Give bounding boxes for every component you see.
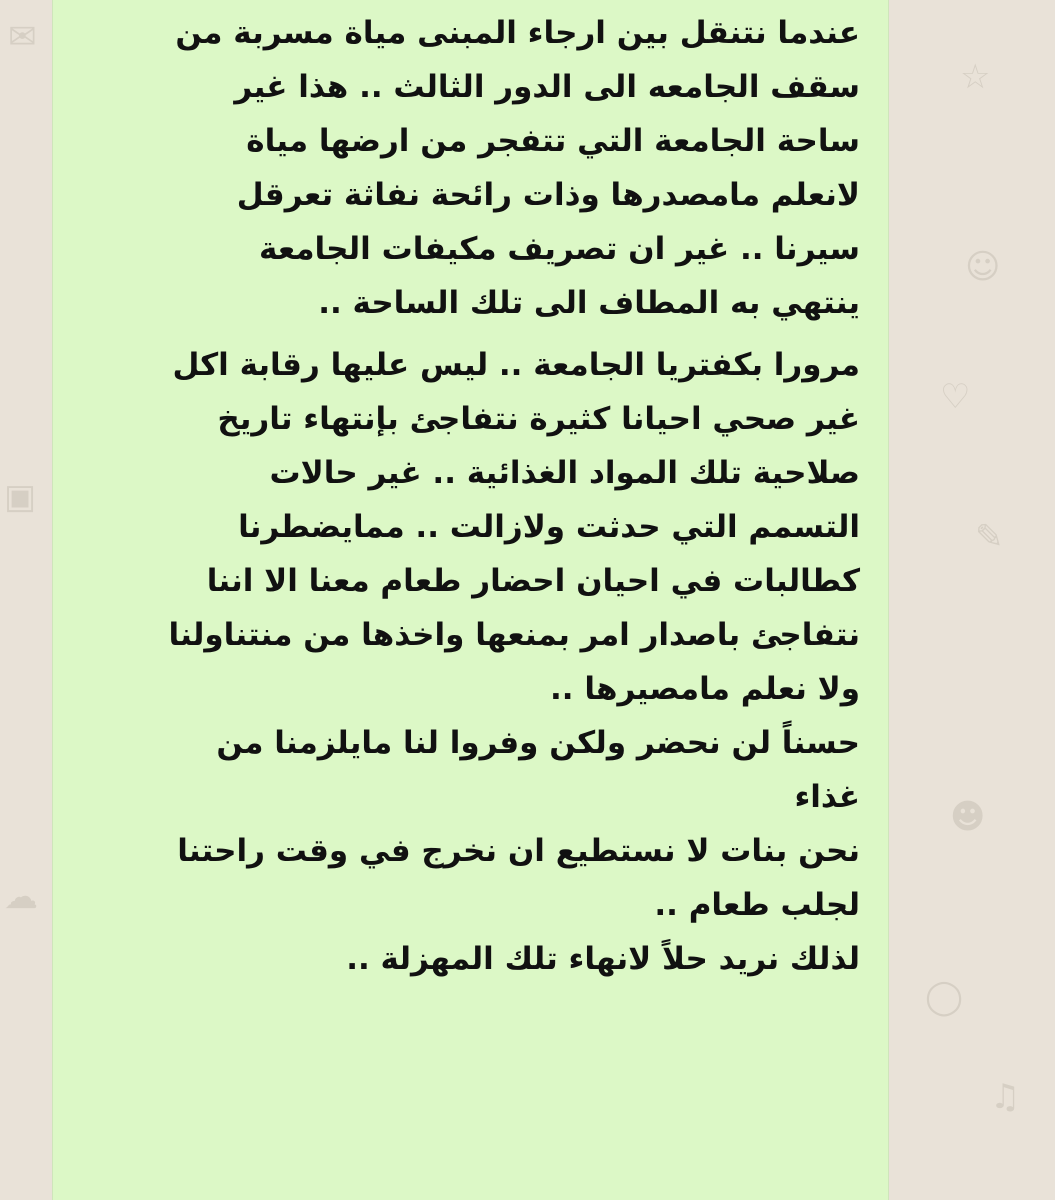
message-line: ينتهي به المطاف الى تلك الساحة ..: [318, 285, 860, 321]
message-line: سيرنا .. غير ان تصريف مكيفات الجامعة: [259, 231, 860, 267]
heart-icon: ♡: [940, 377, 971, 417]
message-line: صلاحية تلك المواد الغذائية .. غير حالات: [269, 455, 860, 491]
message-line: مرورا بكفتريا الجامعة .. ليس عليها رقابة اكل: [172, 347, 860, 383]
message-line: غير صحي احيانا كثيرة نتفاجئ بإنتهاء تاريخ: [217, 401, 860, 437]
cloud-icon: ☁: [4, 877, 38, 917]
monkey-icon: ☺: [965, 247, 1001, 287]
message-line: ولا نعلم مامصيرها ..: [549, 671, 860, 707]
message-spacer: [81, 330, 860, 338]
message-line: كطالبات في احيان احضار طعام معنا الا اننا: [206, 563, 860, 599]
message-line: لانعلم مامصدرها وذات رائحة نفاثة تعرقل: [236, 177, 860, 213]
message-bubble[interactable]: [52, 0, 889, 1200]
message-line: غذاء: [794, 779, 860, 815]
music-icon: ♫: [990, 1077, 1021, 1117]
chat-icon: ✉: [8, 17, 37, 57]
message-line: حسناً لن نحضر ولكن وفروا لنا مايلزمنا من: [216, 725, 860, 761]
message-text: [81, 6, 860, 986]
star-icon: ☆: [960, 57, 991, 97]
message-line: نتفاجئ باصدار امر بمنعها واخذها من منتناولنا: [168, 617, 860, 653]
smiley-icon: ☻: [950, 797, 986, 837]
message-line: نحن بنات لا نستطيع ان نخرج في وقت راحتنا: [177, 833, 860, 869]
message-line: التسمم التي حدثت ولازالت .. ممايضطرنا: [238, 509, 860, 545]
message-line: سقف الجامعه الى الدور الثالث .. هذا غير: [234, 69, 860, 105]
message-line: لجلب طعام ..: [654, 887, 860, 923]
burger-icon: ◯: [925, 977, 964, 1017]
message-line: لذلك نريد حلاً لانهاء تلك المهزلة ..: [346, 941, 860, 977]
camera-icon: ▣: [4, 477, 37, 517]
message-line: ساحة الجامعة التي تتفجر من ارضها مياة: [246, 123, 860, 159]
pencil-icon: ✎: [975, 517, 1004, 557]
message-line: عندما نتنقل بين ارجاء المبنى مياة مسربة من: [175, 15, 860, 51]
